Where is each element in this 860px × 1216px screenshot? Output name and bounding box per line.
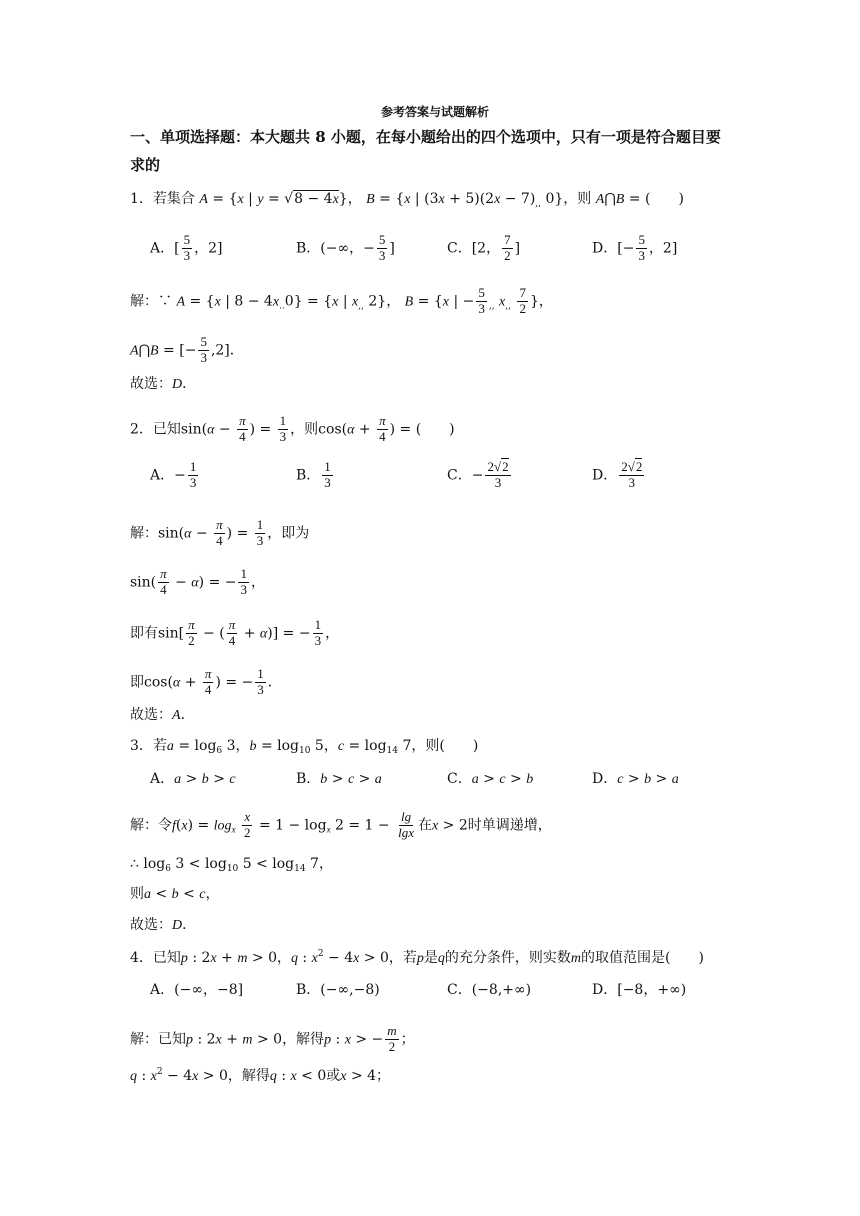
question-3: 3．若$a = \log_6 3$，$b = \log_{10} 5$，$c = \log_{14} 7$，则( ) (130, 738, 479, 756)
q2-option-a: A．− $\frac{1}{3}$ (150, 459, 197, 490)
question-1: 1．若集合 A = {x | y = √8 − 4x}， B = {x | $(3x + 5)(2x - 7)_{,,}$ 0}，则 A⋂B = ( ) (130, 191, 684, 209)
q4-solution-line2: q : $x^2 - 4x > 0$，解得q : x < 0或x > 4； (130, 1067, 391, 1084)
q4-option-b: B．(−∞,−8) (296, 982, 380, 998)
q1-solution-line2: A⋂B = [− $\frac{5}{3}$ ,2]． (130, 334, 244, 365)
q3-answer: 故选：D． (130, 917, 197, 933)
q3-solution-line1: 解：令$f(x) = \log_x$ $\frac{x}{2}$ = $1 - \log_x 2 = 1$ − $\frac{\lg}{\lg x}$ 在x > 2时单调递增， (130, 809, 552, 840)
q3-option-c: C．a > c > b (447, 771, 534, 787)
q1-option-c: C．[2， $\frac{7}{2}$ ] (447, 232, 521, 263)
q3-solution-line2: ∴ $\log_6 3 < \log_{10} 5 < \log_{14} 7$， (130, 856, 333, 874)
question-number: 1． (130, 191, 153, 207)
question-4: 4．已知p : 2x + m > 0，q : $x^2 - 4x > 0$，若p是q的充分条件，则实数m的取值范围是( ) (130, 949, 704, 966)
q2-solution-line3: 即有sin[ $\frac{\pi}{2}$ − ( $\frac{\pi}{4}$ + α)] = − $\frac{1}{3}$ ， (130, 617, 340, 648)
q2-option-d: D． $\frac{2√2}{3}$ (592, 459, 643, 490)
q2-solution-line2: sin( $\frac{\pi}{4}$ − α) = − $\frac{1}{3}$ ， (130, 566, 265, 597)
q3-option-b: B．b > c > a (296, 771, 382, 787)
section-heading-line2: 求的 (130, 156, 161, 174)
q3-solution-line3: 则a < b < c， (130, 886, 220, 902)
page-title: 参考答案与试题解析 (381, 105, 490, 119)
question-2: 2．已知sin(α − $\frac{\pi}{4}$ ) = $\frac{1}{3}$ ，则cos(α + $\frac{\pi}{4}$ ) = ( ) (130, 413, 455, 444)
q3-option-a: A．a > b > c (150, 771, 236, 787)
q1-option-d: D．[− $\frac{5}{3}$ ，2] (592, 232, 678, 263)
q3-option-d: D．c > b > a (592, 771, 679, 787)
q4-option-a: A．(−∞，−8] (150, 982, 244, 998)
q2-solution-line1: 解：sin(α − $\frac{\pi}{4}$ ) = $\frac{1}{3}$ ，即为 (130, 517, 310, 548)
q1-option-a: A．[ $\frac{5}{3}$ ，2] (150, 232, 223, 263)
q1-answer: 故选：D． (130, 376, 197, 392)
q2-option-b: B． $\frac{1}{3}$ (296, 459, 331, 490)
q4-solution-line1: 解：已知p : 2x + m > 0，解得p : x > − $\frac{m}{2}$ ； (130, 1023, 415, 1054)
q2-answer: 故选：A． (130, 707, 195, 723)
q4-option-c: C．(−8,+∞) (447, 982, 532, 998)
section-heading-line1: 一、单项选择题：本大题共 8 小题，在每小题给出的四个选项中，只有一项是符合题目要 (130, 128, 721, 146)
q2-solution-line4: 即cos(α + $\frac{\pi}{4}$ ) = − $\frac{1}{3}$ ． (130, 666, 282, 697)
q1-solution-line1: 解：∵ A = {x | $8 - 4x_{..}0\} = \{x$ | $x_{,,}$ 2}， B = {x | − $\frac{5}{3}$ $_{,,}$ $x_{,,}$ $\frac{7}{2}$ }， (130, 285, 553, 316)
q2-option-c: C．− $\frac{2√2}{3}$ (447, 459, 509, 490)
question-prefix: 若集合 (152, 191, 195, 207)
q1-option-b: B．(−∞，− $\frac{5}{3}$ ] (296, 232, 395, 263)
q4-option-d: D．[−8，+∞) (592, 982, 687, 998)
